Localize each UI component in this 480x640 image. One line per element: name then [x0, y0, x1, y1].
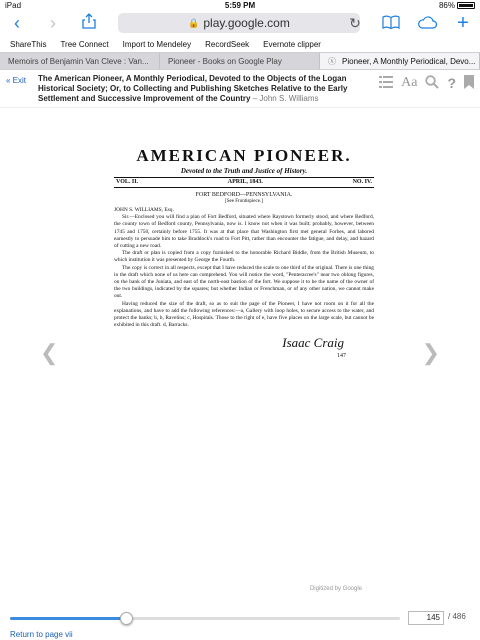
bookmark-item[interactable]: Tree Connect	[60, 39, 109, 49]
battery-percent: 86%	[438, 0, 455, 10]
forward-icon[interactable]: ›	[50, 13, 56, 33]
tab-pioneer-books[interactable]	[160, 53, 320, 69]
bookmark-item[interactable]: RecordSeek	[205, 39, 250, 49]
volume: VOL. II.	[116, 179, 139, 185]
lock-icon: 🔒	[188, 17, 200, 28]
page-number-input[interactable]: 145	[408, 611, 444, 625]
frontispiece-note: [See Frontispiece.]	[225, 199, 263, 204]
url-text: play.google.com	[203, 16, 290, 30]
close-tab-icon[interactable]: ⓧ	[328, 56, 336, 66]
slider-fill	[10, 617, 126, 620]
bookmarks-icon[interactable]	[380, 12, 402, 34]
return-to-page-link[interactable]: Return to page vii	[10, 630, 73, 639]
browser-toolbar	[0, 10, 480, 36]
tab-label: Pioneer, A Monthly Periodical, Devo...	[342, 56, 476, 66]
printed-page-number: 147	[337, 353, 346, 360]
text-size-icon[interactable]: Aa	[401, 75, 418, 90]
search-icon[interactable]	[425, 75, 439, 92]
contents-icon[interactable]	[379, 75, 393, 92]
salutation: JOHN S. WILLIAMS, Esq.	[114, 207, 174, 213]
issue-date: APRIL, 1843.	[227, 179, 263, 185]
issue-line	[114, 179, 374, 185]
bookmark-item[interactable]: Import to Mendeley	[122, 39, 192, 49]
reader-header	[0, 70, 480, 108]
article-body	[114, 207, 374, 329]
digitized-credit: Digitized by Google	[309, 586, 362, 592]
divider	[114, 177, 374, 178]
bookmarks-bar	[0, 36, 480, 52]
page-slider[interactable]	[10, 617, 400, 620]
book-title-text: The American Pioneer, A Monthly Periodical, Devoted to the Objects of the Logan Historical Society; Or, to Collecting and Publishing Sketches Relative to the Early Settlement and Successive Improvement of the Country	[38, 74, 348, 103]
page-viewer	[0, 108, 480, 592]
bookmark-item[interactable]: ShareThis	[10, 39, 47, 49]
article-heading: FORT BEDFORD—PENNSYLVANIA.	[195, 192, 293, 198]
tab-label: Pioneer - Books on Google Play	[168, 56, 282, 66]
battery-icon	[457, 2, 475, 9]
tab-pioneer-periodical[interactable]	[320, 53, 480, 69]
bookmark-item[interactable]: Evernote clipper	[263, 39, 321, 49]
issue-number: NO. IV.	[352, 179, 372, 185]
divider	[114, 187, 374, 188]
tab-label: Memoirs of Benjamin Van Cleve : Van...	[8, 56, 149, 66]
tab-bar	[0, 52, 480, 70]
address-bar[interactable]	[118, 13, 360, 33]
page-motto: Devoted to the Truth and Justice of History.	[180, 167, 308, 175]
exit-link[interactable]: « Exit	[6, 76, 27, 85]
bookmark-icon[interactable]	[464, 75, 474, 92]
help-icon[interactable]: ?	[447, 75, 456, 91]
tab-memoirs[interactable]	[0, 53, 160, 69]
status-bar	[0, 0, 480, 10]
reader-tools	[379, 74, 474, 103]
paragraph: Having reduced the size of the draft, so as to suit the page of the Pioneer, I have not room on it for all the explanations, and have to add the following references:—a, Gallery with loop holes, to secure access to the water, and protect the banks; b, b, Ravelins; c, Hospitals. Those to the right of e, have five places on the large scale, but cannot be exhibited in this draft. d, Barracks.	[114, 300, 374, 329]
reader-footer	[0, 604, 480, 640]
signature: Isaac Craig	[282, 335, 344, 351]
slider-handle[interactable]	[120, 612, 133, 625]
total-pages: / 486	[448, 612, 466, 621]
share-icon[interactable]	[78, 12, 100, 34]
next-page-icon[interactable]: ❯	[421, 340, 440, 365]
page-masthead: AMERICAN PIONEER.	[136, 146, 352, 165]
paragraph: Sir.—Enclosed you will find a plan of Fort Bedford, situated where Raystown formerly stood, and where Bedford, the county town of Bedford county, Pennsylvania, now is. I know not when it was built; probably, however, between 1745 and 1750, certainly before 1755. It was at that place that Washington first met general Forbes, and labored earnestly to persuade him to take Braddock's road to Fort Pitt, rather than encounter the fatigue, and delay, and hazard of cutting a new road.	[114, 214, 374, 250]
device-name: iPad	[5, 0, 22, 10]
paragraph: The draft or plan is copied from a copy furnished to the honorable Richard Biddle, from the British Museum, to which institution it was presented by George the Fourth.	[114, 250, 374, 264]
new-tab-icon[interactable]: +	[457, 12, 469, 34]
clock: 5:59 PM	[224, 0, 256, 10]
battery-fill	[459, 4, 473, 7]
back-icon[interactable]: ‹	[14, 13, 20, 33]
book-author: – John S. Williams	[250, 94, 319, 103]
cloud-icon[interactable]	[416, 12, 438, 34]
previous-page-icon[interactable]: ❮	[40, 340, 59, 365]
paragraph: The copy is correct in all respects, except that I have reduced the scale to one third of the original. There is one thing in the draft which none of us here can comprehend. You will notice the word, "Penteracree's" near two oblong figures, on the bank of the Juniata, and east of the north-east bastion of the fort. We suppose it to be the name of the owner of the two buildings, indicated by the squares; but whether Indian or Frenchman, or of any other nation, we cannot make out.	[114, 264, 374, 300]
reload-icon[interactable]: ↻	[349, 15, 361, 31]
book-title	[38, 74, 371, 103]
book-page	[114, 146, 374, 506]
